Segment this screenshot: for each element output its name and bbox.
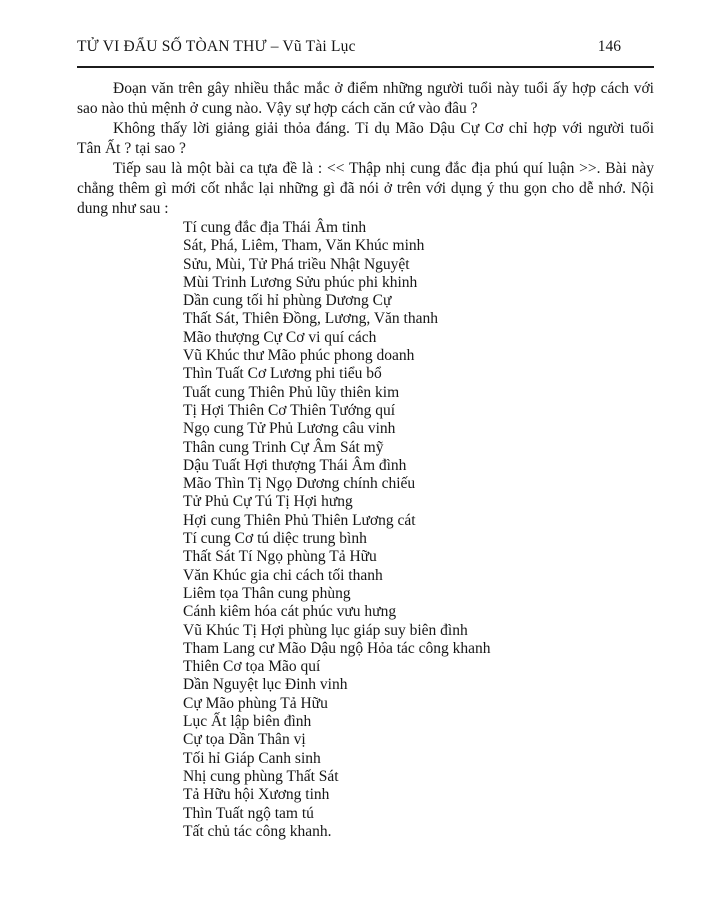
verse-block	[183, 219, 654, 841]
verse-line: Thìn Tuất ngộ tam tú	[183, 804, 314, 822]
verse-line: Sửu, Mùi, Tử Phá triều Nhật Nguyệt	[183, 255, 410, 273]
verse-line: Cự tọa Dần Thân vị	[183, 731, 306, 749]
verse-line: Sát, Phá, Liêm, Tham, Văn Khúc minh	[183, 237, 425, 255]
verse-line: Dần cung tối hỉ phùng Dương Cự	[183, 292, 392, 310]
verse-line: Cánh kiêm hóa cát phúc vưu hưng	[183, 603, 397, 621]
verse-line: Thân cung Trinh Cự Âm Sát mỹ	[183, 438, 384, 456]
verse-line: Tất chủ tác công khanh.	[183, 822, 332, 840]
verse-line: Tí cung đắc địa Thái Âm tinh	[183, 219, 367, 236]
verse-line: Mão thượng Cự Cơ vi quí cách	[183, 328, 377, 346]
running-header	[77, 38, 654, 55]
verse-line: Thất Sát Tí Ngọ phùng Tả Hữu	[183, 548, 377, 566]
verse-line: Thất Sát, Thiên Đồng, Lương, Văn thanh	[183, 310, 438, 328]
verse-line: Dậu Tuất Hợi thượng Thái Âm đình	[183, 456, 407, 474]
verse-line: Tị Hợi Thiên Cơ Thiên Tướng quí	[183, 401, 396, 419]
paragraph: Tiếp sau là một bài ca tựa đề là : << Thập nhị cung đắc địa phú quí luận >>. Bài này chẳng thêm gì mới cốt nhắc lại những gì đã nói ở trên với dụng ý thu gọn cho dễ nhớ. Nội dung như sau :	[77, 160, 654, 217]
verse-line: Tham Lang cư Mão Dậu ngộ Hỏa tác công khanh	[183, 639, 491, 657]
verse-line: Lục Ất lập biên đình	[183, 713, 312, 731]
paragraph: Đoạn văn trên gây nhiều thắc mắc ở điểm những người tuổi này tuổi ấy hợp cách với sao nào thủ mệnh ở cung nào. Vậy sự hợp cách căn cứ vào đâu ?	[77, 80, 654, 117]
verse-line: Mão Thìn Tị Ngọ Dương chính chiếu	[183, 475, 416, 493]
page-content	[77, 38, 654, 841]
verse-line: Hợi cung Thiên Phủ Thiên Lương cát	[183, 511, 416, 529]
verse-line: Tuất cung Thiên Phủ lũy thiên kim	[183, 383, 400, 401]
page-number: 146	[597, 38, 621, 55]
verse-line: Cự Mão phùng Tả Hữu	[183, 694, 328, 712]
verse-line: Tối hỉ Giáp Canh sinh	[183, 749, 321, 767]
verse-line: Nhị cung phùng Thất Sát	[183, 767, 339, 785]
book-title: TỬ VI ĐẨU SỐ TÒAN THƯ – Vũ Tài Lục	[77, 38, 356, 55]
verse-line: Tử Phủ Cự Tú Tị Hợi hưng	[183, 493, 353, 511]
verse-line: Mùi Trinh Lương Sửu phúc phi khinh	[183, 273, 418, 291]
verse-line: Vũ Khúc Tị Hợi phùng lục giáp suy biên đình	[183, 621, 468, 639]
verse-line: Dần Nguyệt lục Đinh vinh	[183, 676, 348, 694]
verse-line: Liêm tọa Thân cung phùng	[183, 584, 351, 602]
header-rule	[77, 66, 654, 68]
verse-line: Ngọ cung Tử Phủ Lương câu vinh	[183, 420, 396, 438]
body-text	[77, 79, 654, 841]
verse-line: Thiên Cơ tọa Mão quí	[183, 658, 321, 676]
verse-line: Vũ Khúc thư Mão phúc phong doanh	[183, 347, 415, 365]
verse-line: Tả Hữu hội Xương tinh	[183, 786, 330, 804]
paragraph: Không thấy lời giảng giải thỏa đáng. Tỉ dụ Mão Dậu Cự Cơ chỉ hợp với người tuổi Tân Ất ? tại sao ?	[77, 120, 654, 157]
verse-line: Văn Khúc gia chi cách tối thanh	[183, 566, 383, 584]
verse-line: Thìn Tuất Cơ Lương phi tiểu bổ	[183, 365, 382, 383]
verse-line: Tí cung Cơ tú diệc trung bình	[183, 530, 367, 548]
